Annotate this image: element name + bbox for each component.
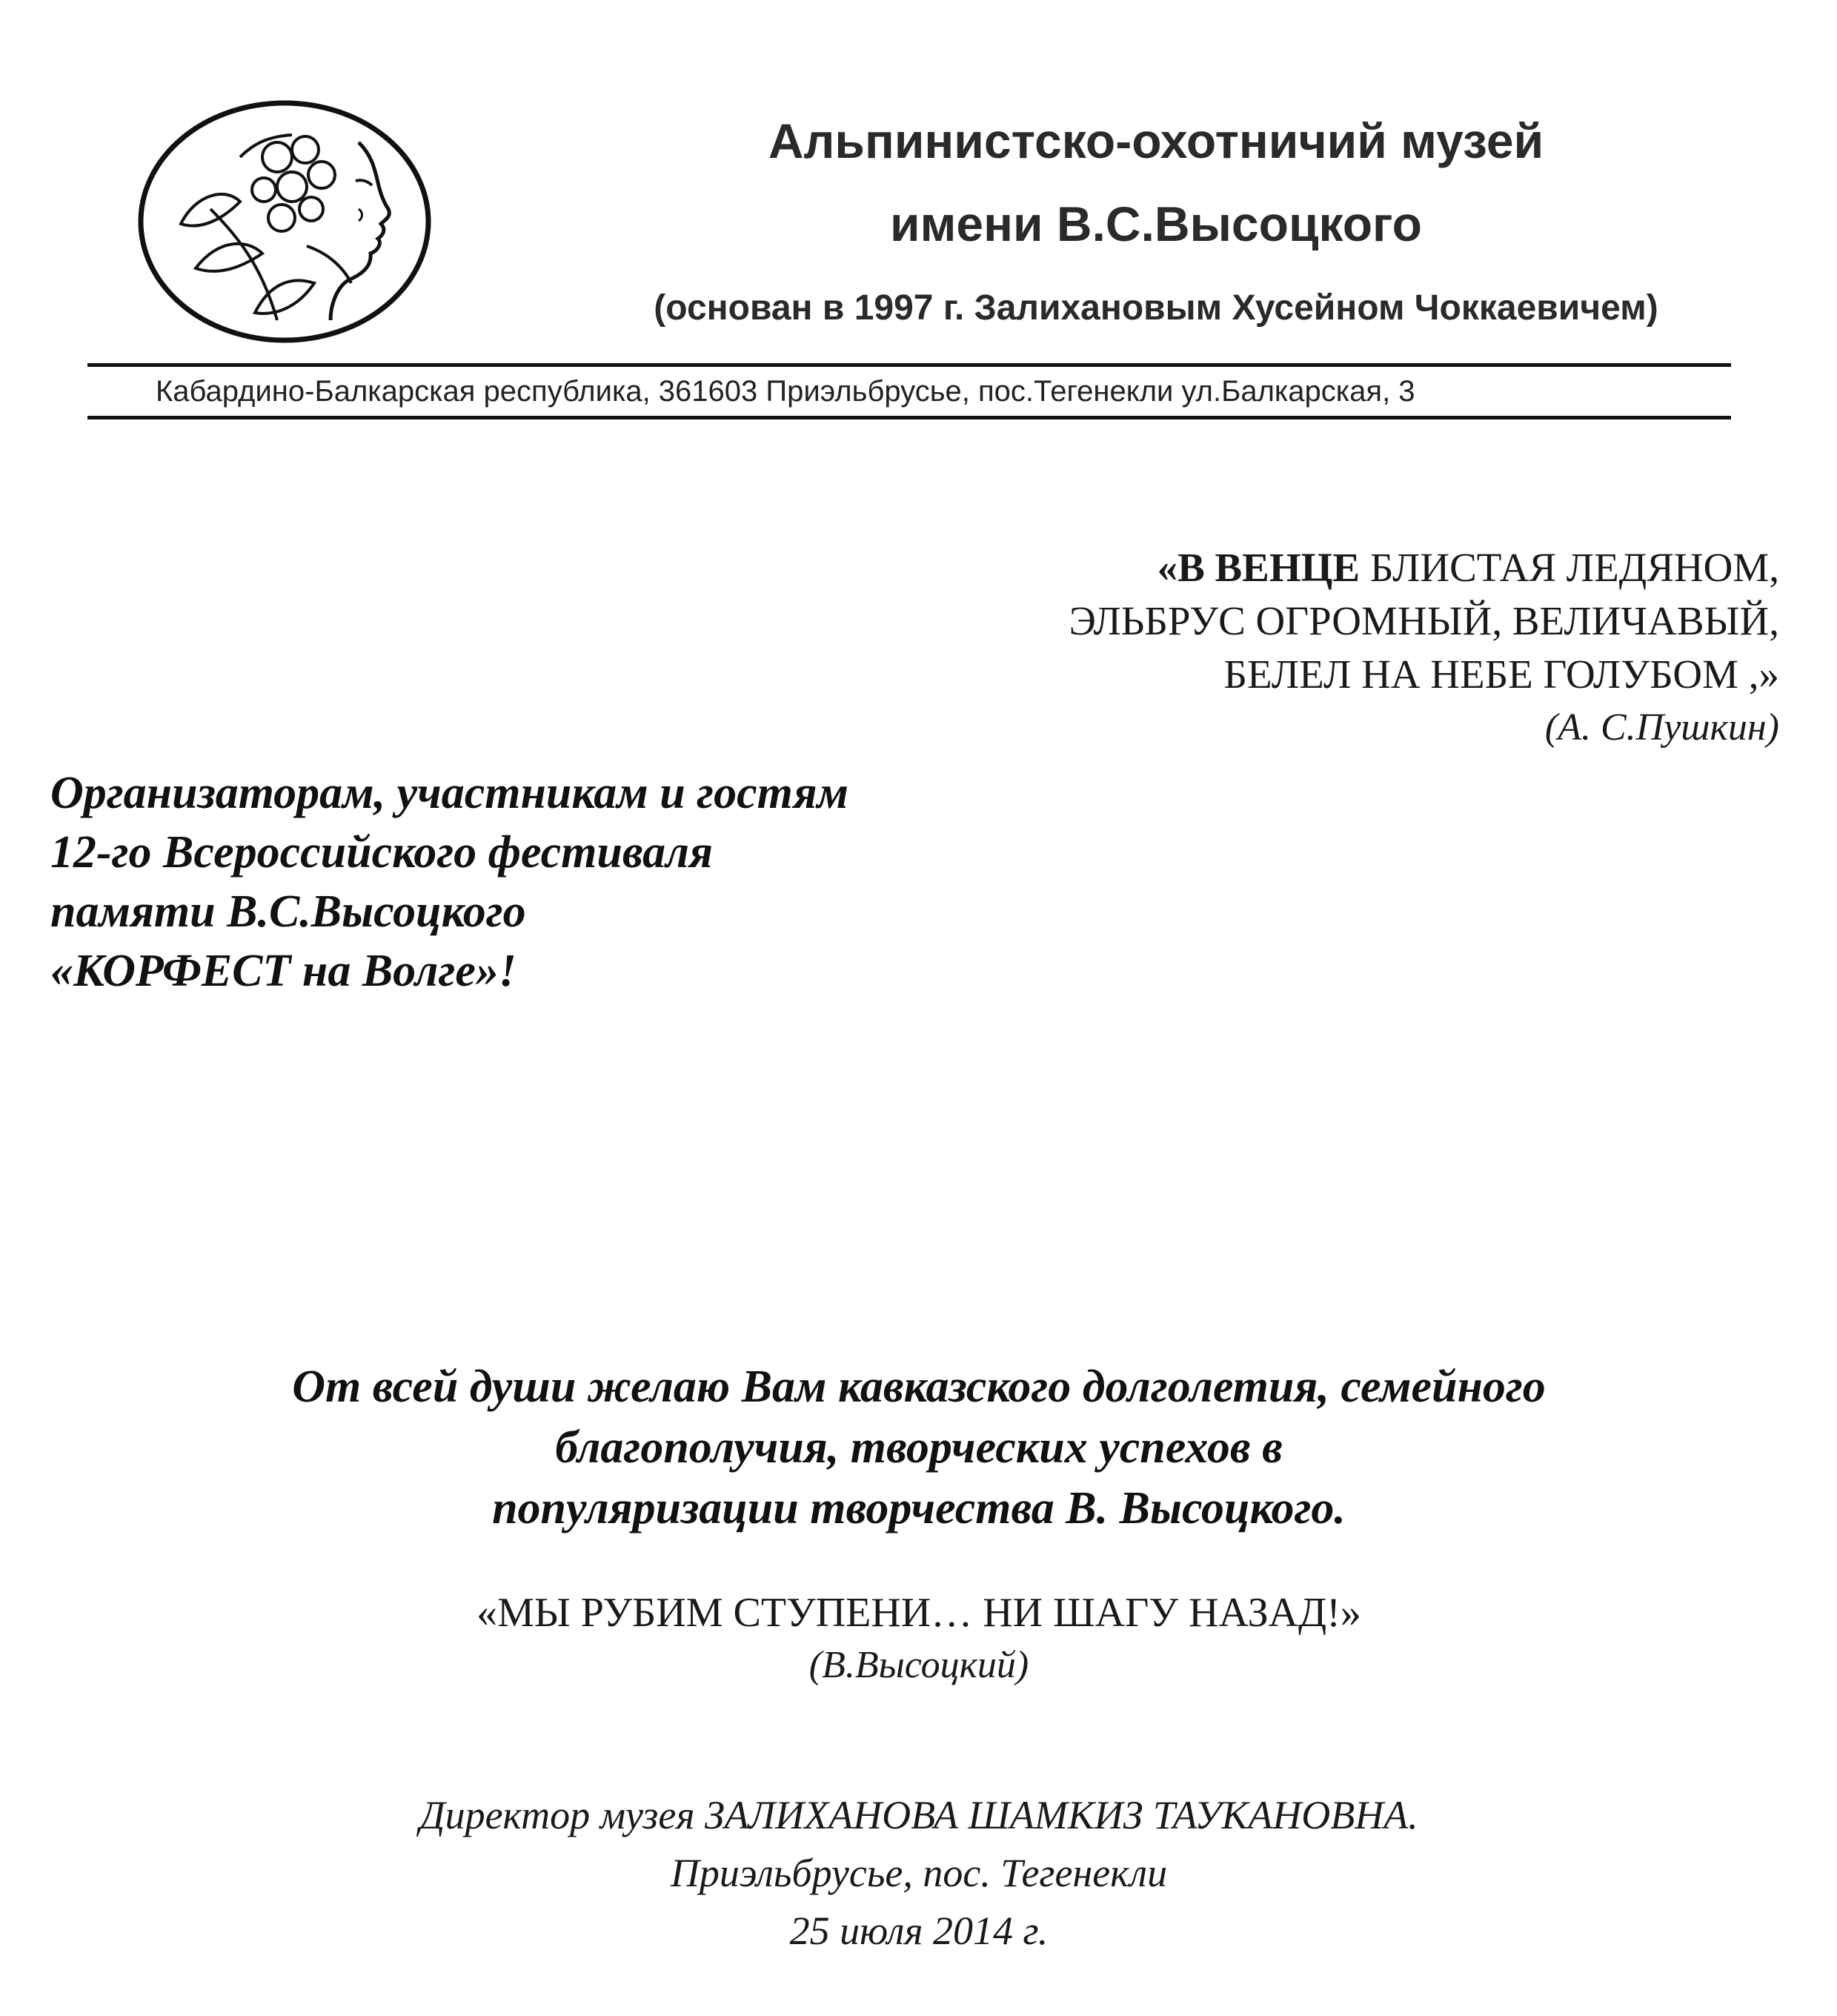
signature-date: 25 июля 2014 г.: [789, 1909, 1049, 1953]
letterhead-rule-top: [87, 363, 1731, 367]
museum-name-line2: имени В.С.Высоцкого: [890, 196, 1422, 251]
greeting-address: [50, 763, 1088, 1001]
epigraph-line1: [816, 541, 1779, 594]
wishes-line3: популяризации творчества В. Высоцкого.: [492, 1483, 1346, 1533]
museum-address: Кабардино-Балкарская республика, 361603 Приэльбрусье, пос.Тегенекли ул.Балкарская, 3: [156, 375, 1415, 408]
signature-place: Приэльбрусье, пос. Тегенекли: [670, 1851, 1168, 1895]
quote-author: (В.Высоцкий): [808, 1644, 1029, 1686]
laurel-profile-emblem-icon: [136, 98, 433, 345]
signature-director: Директор музея ЗАЛИХАНОВА ШАМКИЗ ТАУКАНОВНА.: [419, 1793, 1418, 1837]
wishes-paragraph: [74, 1356, 1764, 1539]
wishes-line2: благополучия, творческих успехов в: [555, 1422, 1283, 1473]
epigraph-line3: БЕЛЕЛ НА НЕБЕ ГОЛУБОМ ,»: [1223, 651, 1779, 697]
museum-logo-icon: [136, 98, 433, 345]
letterhead-rule-bottom: [87, 416, 1731, 420]
museum-name-line1: Альпинистско-охотничий музей: [768, 113, 1544, 168]
letterhead-title-block: [511, 104, 1801, 338]
greeting-line1: Организаторам, участникам и гостям: [50, 768, 848, 818]
museum-founded-note: (основан в 1997 г. Залихановым Хусейном Чоккаевичем): [654, 288, 1658, 328]
epigraph-line2: ЭЛЬБРУС ОГРОМНЫЙ, ВЕЛИЧАВЫЙ,: [1069, 598, 1779, 643]
epigraph-line1-bold: «В ВЕНЦЕ: [1157, 545, 1361, 590]
quote-text: «МЫ РУБИМ СТУПЕНИ… НИ ШАГУ НАЗАД!»: [476, 1590, 1361, 1636]
greeting-line2: 12-го Всероссийского фестиваля: [50, 827, 713, 878]
signature-block: [74, 1786, 1764, 1960]
vysotsky-quote: [74, 1586, 1764, 1691]
wishes-line1: От всей души желаю Вам кавказского долголетия, семейного: [292, 1362, 1546, 1412]
epigraph-line1-rest: БЛИСТАЯ ЛЕДЯНОМ,: [1360, 545, 1779, 590]
pushkin-epigraph: [816, 541, 1779, 755]
greeting-line4: «КОРФЕСТ на Волге»!: [50, 946, 516, 996]
greeting-line3: памяти В.С.Высоцкого: [50, 886, 526, 937]
epigraph-author: (А. С.Пушкин): [1544, 706, 1779, 749]
